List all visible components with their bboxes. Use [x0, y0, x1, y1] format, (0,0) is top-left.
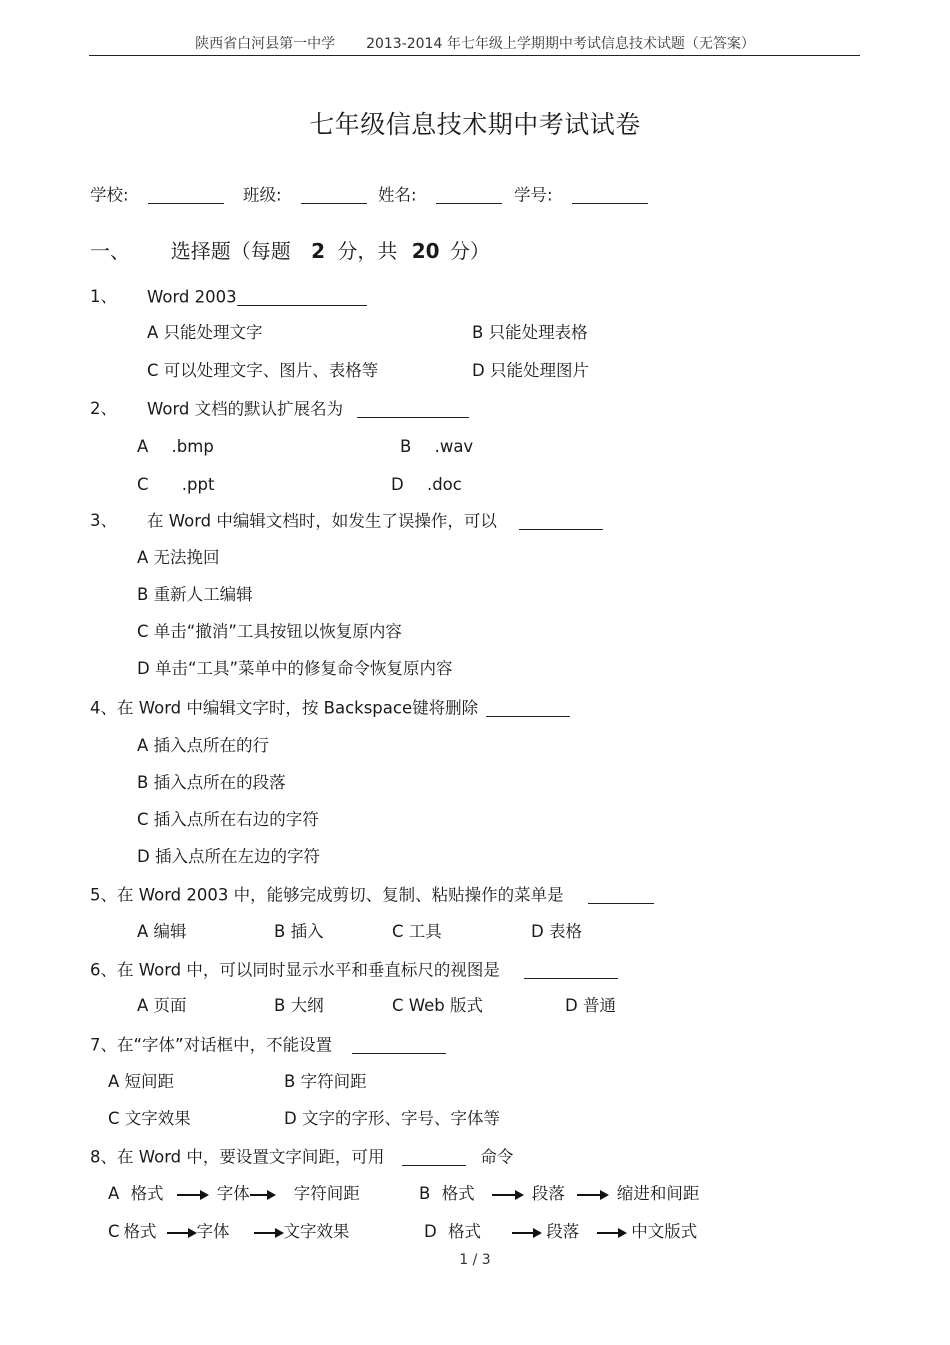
question-2-stem: [147, 401, 469, 418]
arrow-icon: [577, 1189, 609, 1201]
info-name-label: 姓名:: [378, 185, 417, 205]
option-letter: C: [108, 1222, 120, 1241]
question-number: 5、: [90, 885, 117, 905]
running-header: [0, 37, 950, 51]
option-1a: A 只能处理文字: [147, 323, 263, 342]
question-stem: 在 Word 中，可以同时显示水平和垂直标尺的视图是: [117, 960, 500, 980]
option-2c: [137, 477, 214, 494]
arrow-icon: [512, 1227, 542, 1239]
answer-blank[interactable]: [519, 513, 603, 530]
section-total-score: 20: [411, 239, 440, 263]
question-stem: 在 Word 中，要设置文字间距，可用: [117, 1147, 385, 1167]
question-number: 4、: [90, 698, 117, 718]
info-school-label: 学校:: [90, 185, 129, 205]
question-stem: 在“字体”对话框中，不能设置: [117, 1035, 333, 1055]
option-5c: C 工具: [392, 922, 442, 941]
page-title: 七年级信息技术期中考试试卷: [309, 110, 641, 139]
page-number: 1 / 3: [459, 1252, 491, 1268]
section-per-score: 2: [311, 239, 325, 263]
option-6c: C Web 版式: [392, 996, 483, 1015]
menu-step: 字体: [216, 1184, 250, 1203]
option-1c: C 可以处理文字、图片、表格等: [147, 361, 379, 380]
menu-step: 格式: [130, 1184, 164, 1203]
question-stem: 在 Word 中编辑文字时，按 Backspace键将删除: [117, 698, 479, 718]
option-4c: C 插入点所在右边的字符: [137, 810, 319, 829]
option-2d: [391, 477, 462, 494]
option-7c: C 文字效果: [108, 1109, 191, 1128]
question-7: [90, 1037, 446, 1054]
option-4a: A 插入点所在的行: [137, 736, 270, 755]
answer-blank[interactable]: [352, 1037, 446, 1054]
arrow-icon: [254, 1227, 284, 1239]
menu-step: 格式: [123, 1222, 157, 1241]
option-3a: A 无法挽回: [137, 548, 220, 567]
info-student-id-label: 学号:: [514, 185, 553, 205]
section-heading: [90, 241, 490, 261]
info-name-blank[interactable]: [436, 187, 502, 204]
info-student-id-blank[interactable]: [572, 187, 648, 204]
info-class: [243, 187, 367, 204]
option-1b: B 只能处理表格: [472, 323, 588, 342]
option-5d: D 表格: [531, 922, 582, 941]
arrow-icon: [492, 1189, 524, 1201]
option-letter: D: [391, 475, 404, 494]
option-text: .ppt: [181, 475, 215, 494]
section-mid: 分，共: [337, 239, 398, 263]
arrow-icon: [177, 1189, 209, 1201]
option-letter: B: [400, 437, 412, 456]
answer-blank[interactable]: [402, 1149, 466, 1166]
option-text: .wav: [434, 437, 474, 456]
option-7d: D 文字的字形、字号、字体等: [284, 1109, 500, 1128]
menu-step: 段落: [546, 1222, 580, 1241]
header-divider: [89, 55, 860, 56]
answer-blank[interactable]: [237, 289, 367, 306]
option-5a: A 编辑: [137, 922, 187, 941]
option-8a: [108, 1186, 360, 1203]
option-2a: [137, 439, 214, 456]
option-8c: [108, 1224, 350, 1241]
option-letter: B: [419, 1184, 431, 1203]
question-2-number: 2、: [90, 399, 117, 418]
info-school-blank[interactable]: [148, 187, 224, 204]
question-3-number: 3、: [90, 511, 117, 530]
question-4: [90, 700, 570, 717]
section-number: 一、: [90, 239, 130, 263]
option-2b: [400, 439, 473, 456]
info-class-label: 班级:: [243, 185, 282, 205]
header-exam-info: 2013-2014 年七年级上学期期中考试信息技术试题（无答案）: [366, 36, 755, 52]
arrow-icon: [250, 1189, 276, 1201]
menu-step: 缩进和间距: [616, 1184, 700, 1203]
question-stem-suffix: 命令: [480, 1147, 514, 1167]
info-student-id: [514, 187, 648, 204]
answer-blank[interactable]: [357, 401, 469, 418]
arrow-icon: [167, 1227, 197, 1239]
question-number: 7、: [90, 1035, 117, 1055]
menu-step: 文字效果: [283, 1222, 350, 1241]
question-number: 6、: [90, 960, 117, 980]
question-8: [90, 1149, 513, 1166]
info-school: [90, 187, 224, 204]
option-3c: C 单击“撤消”工具按钮以恢复原内容: [137, 622, 402, 641]
menu-step: 字符间距: [293, 1184, 360, 1203]
question-1-stem: [147, 289, 367, 306]
question-stem: 在 Word 2003 中，能够完成剪切、复制、粘贴操作的菜单是: [117, 885, 564, 905]
section-end: 分）: [449, 239, 490, 263]
info-name: [378, 187, 502, 204]
option-8b: [419, 1186, 699, 1203]
option-3b: B 重新人工编辑: [137, 585, 253, 604]
option-1d: D 只能处理图片: [472, 361, 589, 380]
answer-blank[interactable]: [588, 887, 654, 904]
answer-blank[interactable]: [486, 700, 570, 717]
menu-step: 格式: [447, 1222, 481, 1241]
question-1: [90, 289, 117, 306]
question-number: 8、: [90, 1147, 117, 1167]
option-8d: [424, 1224, 697, 1241]
menu-step: 格式: [441, 1184, 475, 1203]
option-6a: A 页面: [137, 996, 187, 1015]
menu-step: 中文版式: [631, 1222, 698, 1241]
arrow-icon: [597, 1227, 627, 1239]
question-6: [90, 962, 618, 979]
question-3-stem: [147, 513, 603, 530]
menu-step: 段落: [531, 1184, 565, 1203]
option-4d: D 插入点所在左边的字符: [137, 847, 320, 866]
section-name: 选择题（每题: [170, 239, 291, 263]
option-7a: A 短间距: [108, 1072, 175, 1091]
option-text: .doc: [426, 475, 462, 494]
question-number: 1、: [90, 287, 117, 306]
option-7b: B 字符间距: [284, 1072, 367, 1091]
option-text: .bmp: [171, 437, 214, 456]
question-stem: 在 Word 中编辑文档时，如发生了误操作，可以: [147, 511, 497, 531]
option-3d: D 单击“工具”菜单中的修复命令恢复原内容: [137, 659, 453, 678]
option-letter: A: [108, 1184, 120, 1203]
question-5: [90, 887, 654, 904]
option-5b: B 插入: [274, 922, 324, 941]
answer-blank[interactable]: [524, 962, 618, 979]
menu-step: 字体: [196, 1222, 230, 1241]
option-letter: C: [137, 475, 149, 494]
option-6b: B 大纲: [274, 996, 324, 1015]
question-stem: Word 2003: [147, 287, 237, 307]
option-letter: A: [137, 437, 149, 456]
option-6d: D 普通: [565, 996, 616, 1015]
option-4b: B 插入点所在的段落: [137, 773, 286, 792]
question-stem: Word 文档的默认扩展名为: [147, 399, 344, 419]
option-letter: D: [424, 1222, 437, 1241]
header-school: 陕西省白河县第一中学: [195, 36, 336, 52]
info-class-blank[interactable]: [301, 187, 367, 204]
